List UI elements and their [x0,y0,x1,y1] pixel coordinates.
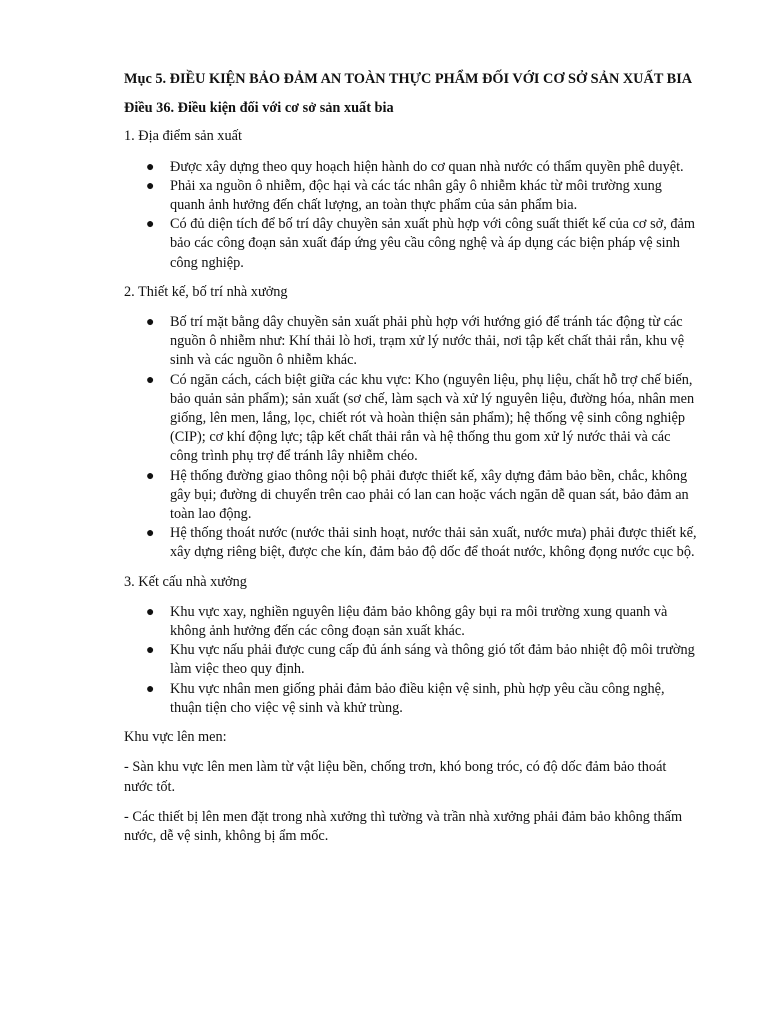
list-item-text: Khu vực xay, nghiền nguyên liệu đảm bảo không gây bụi ra môi trường xung quanh và không ảnh hưởng đến các công đoạn sản xuất khác. [170,603,668,640]
list-item [124,371,698,467]
location-list [124,158,698,273]
bullet-icon: ● [146,526,155,542]
bullet-icon: ● [146,217,155,233]
list-item-text: Khu vực nhân men giống phải đảm bảo điều kiện vệ sinh, phù hợp yêu cầu công nghệ, thuận tiện cho việc vệ sinh và khử trùng. [170,680,665,716]
bullet-icon: ● [146,681,155,697]
list-item [124,177,698,215]
document-page [124,70,698,857]
fermentation-paragraph: - Các thiết bị lên men đặt trong nhà xưởng thì tường và trần nhà xưởng phải đảm bảo không thấm nước, dễ vệ sinh, không bị ẩm mốc. [124,808,683,844]
section-title: Mục 5. ĐIỀU KIỆN BẢO ĐẢM AN TOÀN THỰC PHẨM ĐỐI VỚI CƠ SỞ SẢN XUẤT BIA [124,71,693,87]
fermentation-paragraph: - Sàn khu vực lên men làm từ vật liệu bền, chống trơn, khó bong tróc, có độ dốc đảm bảo thoát nước tốt. [124,759,667,795]
list-item-text: Bố trí mặt bằng dây chuyền sản xuất phải phù hợp với hướng gió để tránh tác động từ các nguồn ô nhiễm như: Khí thải lò hơi, trạm xử lý nước thải, nơi tập kết chất thải rắn, khu vệ sinh và các nguồn ô nhiễm khác. [170,314,685,369]
list-item-text: Phải xa nguồn ô nhiễm, độc hại và các tác nhân gây ô nhiễm khác từ môi trường xung quanh ảnh hưởng đến chất lượng, an toàn thực phẩm của sản phẩm bia. [170,177,662,214]
layout-list [124,313,698,563]
bullet-icon: ● [146,604,155,620]
list-item [124,680,698,718]
list-item-text: Khu vực nấu phải được cung cấp đủ ánh sáng và thông gió tốt đảm bảo nhiệt độ môi trường làm việc theo quy định. [170,642,695,678]
list-item [124,467,698,525]
section-heading-structure: 3. Kết cấu nhà xưởng [124,573,247,590]
list-item [124,313,698,371]
bullet-icon: ● [146,159,155,175]
list-item [124,158,698,177]
list-item [124,524,698,562]
article-title: Điều 36. Điều kiện đối với cơ sở sản xuất bia [124,100,394,117]
bullet-icon: ● [146,372,155,388]
list-item-text: Được xây dựng theo quy hoạch hiện hành do cơ quan nhà nước có thẩm quyền phê duyệt. [170,158,684,175]
bullet-icon: ● [146,178,155,194]
list-item [124,641,698,679]
section-heading-layout: 2. Thiết kế, bố trí nhà xưởng [124,283,288,300]
list-item-text: Hệ thống đường giao thông nội bộ phải được thiết kế, xây dựng đảm bảo bền, chắc, không gây bụi; đường di chuyển trên cao phải có lan can hoặc vách ngăn dễ quan sát, bảo đảm an toàn lao động. [170,467,689,523]
list-item [124,603,698,641]
section-heading-location: 1. Địa điểm sản xuất [124,128,242,145]
list-item-text: Hệ thống thoát nước (nước thải sinh hoạt, nước thải sản xuất, nước mưa) phải được thiết kế, xây dựng riêng biệt, được che kín, đảm bảo độ dốc để thoát nước, không đọng nước cục bộ. [170,525,697,561]
list-item-text: Có ngăn cách, cách biệt giữa các khu vực: Kho (nguyên liệu, phụ liệu, chất hỗ trợ chế biến, bảo quản sản phẩm); sản xuất (sơ chế, làm sạch và xử lý nguyên liệu, đường hóa, nhân men giống, lên men, lắng, lọc, chiết rót và hoàn thiện sản phẩm); hệ thống vệ sinh công nghiệp (CIP); cơ khí động lực; tập kết chất thải rắn và hệ thống thu gom xử lý nước thải và các công trình phụ trợ để tránh lây nhiễm chéo. [170,371,695,465]
fermentation-heading: Khu vực lên men: [124,729,227,746]
list-item [124,215,698,273]
bullet-icon: ● [146,468,155,484]
bullet-icon: ● [146,315,155,331]
bullet-icon: ● [146,643,155,659]
structure-list [124,603,698,718]
list-item-text: Có đủ diện tích để bố trí dây chuyền sản xuất phù hợp với công suất thiết kế của cơ sở, đảm bảo các công đoạn sản xuất đáp ứng yêu cầu công nghệ và áp dụng các biện pháp vệ sinh công nghiệp. [170,216,695,271]
